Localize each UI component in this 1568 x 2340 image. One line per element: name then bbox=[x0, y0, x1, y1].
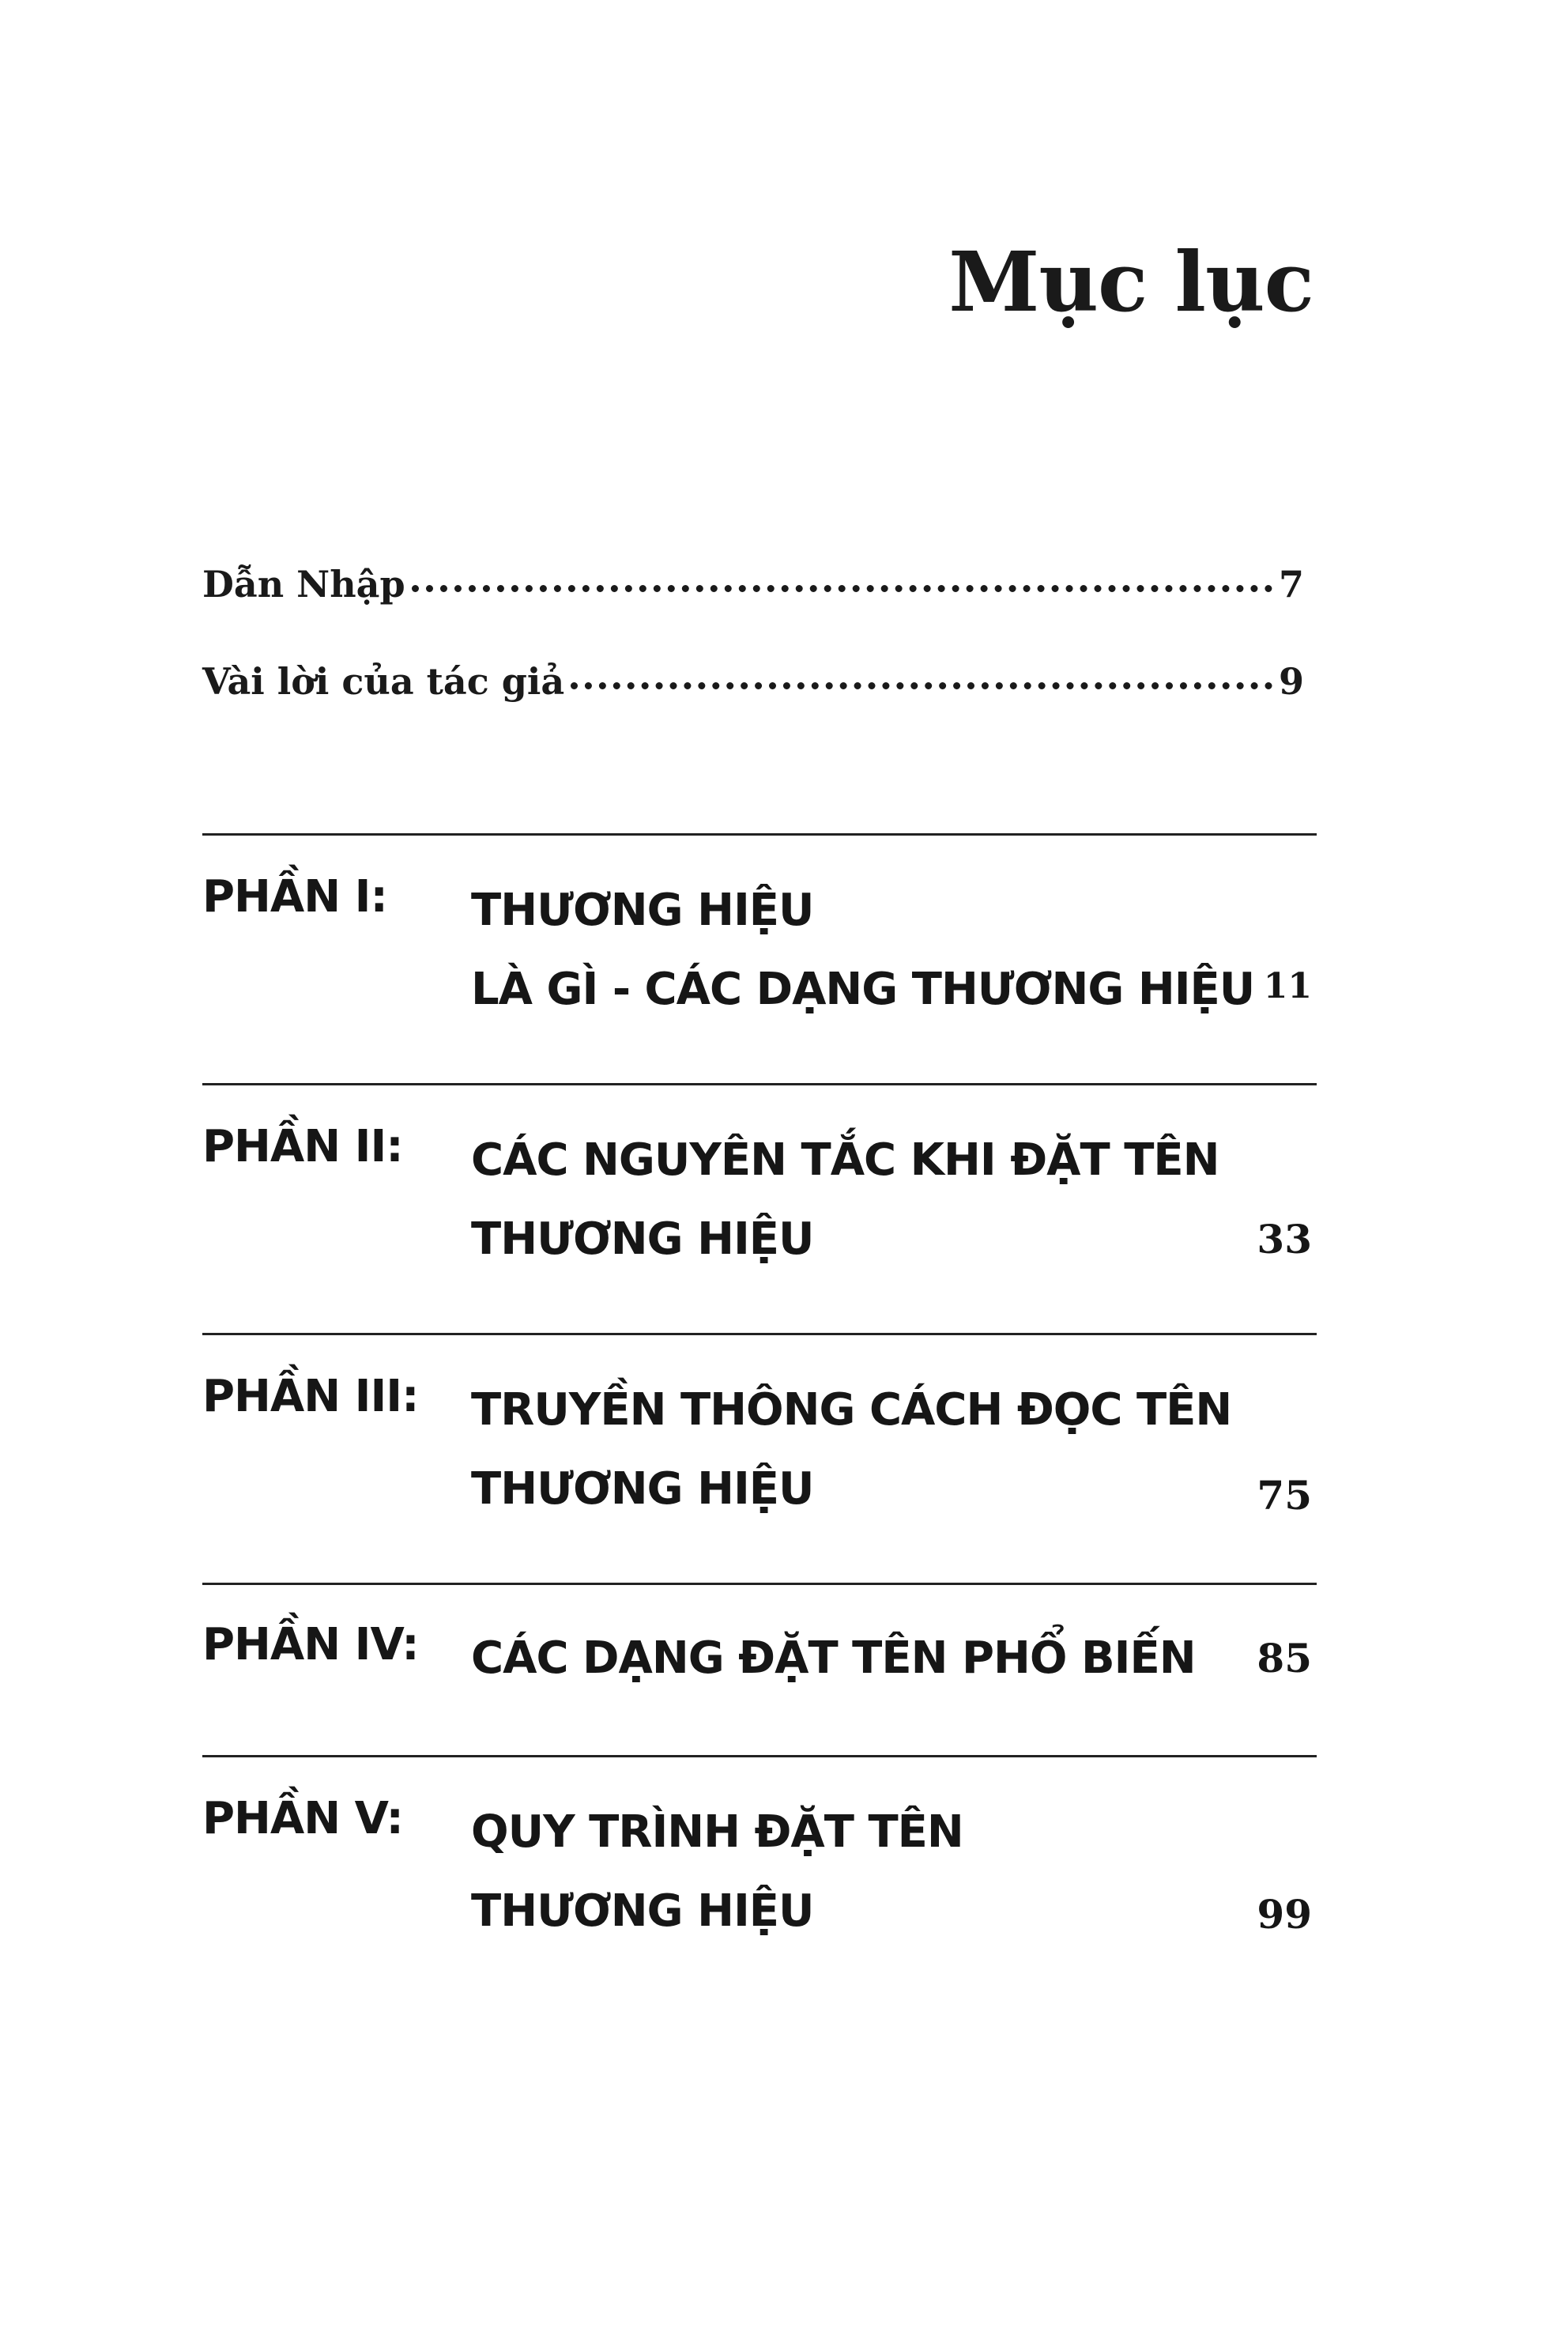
dot-leader bbox=[412, 585, 1272, 592]
toc-entry-vai-loi bbox=[202, 660, 1304, 703]
part-heading-line: TRUYỀN THÔNG CÁCH ĐỌC TÊN bbox=[471, 1384, 1232, 1436]
part-heading bbox=[471, 1619, 1196, 1698]
part-heading bbox=[471, 1121, 1219, 1279]
part-heading-line: THƯƠNG HIỆU bbox=[471, 1885, 814, 1937]
part-label: PHẦN V: bbox=[202, 1793, 403, 1844]
part-label: PHẦN III: bbox=[202, 1371, 419, 1422]
divider bbox=[202, 1583, 1317, 1585]
divider bbox=[202, 1333, 1317, 1335]
toc-entry-page: 7 bbox=[1278, 563, 1304, 606]
toc-entry-dan-nhap bbox=[202, 563, 1304, 606]
dot-leader bbox=[571, 682, 1272, 689]
toc-entry-label: Vài lời của tác giả bbox=[202, 660, 565, 703]
part-heading-line: QUY TRÌNH ĐẶT TÊN bbox=[471, 1806, 963, 1858]
part-heading-line: THƯƠNG HIỆU bbox=[471, 885, 814, 936]
divider bbox=[202, 1755, 1317, 1757]
part-page-number: 99 bbox=[1257, 1891, 1312, 1938]
part-heading bbox=[471, 1793, 963, 1951]
part-page-number: 33 bbox=[1257, 1216, 1312, 1262]
toc-entry-label: Dẫn Nhập bbox=[202, 563, 405, 606]
part-heading-line: LÀ GÌ - CÁC DẠNG THƯƠNG HIỆU bbox=[471, 964, 1255, 1015]
part-page-number: 75 bbox=[1257, 1472, 1312, 1519]
part-heading-line: THƯƠNG HIỆU bbox=[471, 1463, 814, 1515]
divider bbox=[202, 833, 1317, 836]
divider bbox=[202, 1083, 1317, 1085]
page-title: Mục lục bbox=[948, 233, 1314, 330]
toc-entry-page: 9 bbox=[1278, 660, 1304, 703]
part-heading-line: THƯƠNG HIỆU bbox=[471, 1213, 814, 1265]
part-label: PHẦN I: bbox=[202, 871, 387, 923]
part-label: PHẦN II: bbox=[202, 1121, 403, 1172]
part-heading-line: CÁC NGUYÊN TẮC KHI ĐẶT TÊN bbox=[471, 1134, 1219, 1186]
part-heading-line: CÁC DẠNG ĐẶT TÊN PHỔ BIẾN bbox=[471, 1632, 1196, 1684]
part-label: PHẦN IV: bbox=[202, 1619, 419, 1670]
part-heading bbox=[471, 871, 1254, 1029]
part-heading bbox=[471, 1371, 1231, 1529]
part-page-number: 11 bbox=[1263, 966, 1312, 1006]
part-page-number: 85 bbox=[1257, 1635, 1312, 1681]
